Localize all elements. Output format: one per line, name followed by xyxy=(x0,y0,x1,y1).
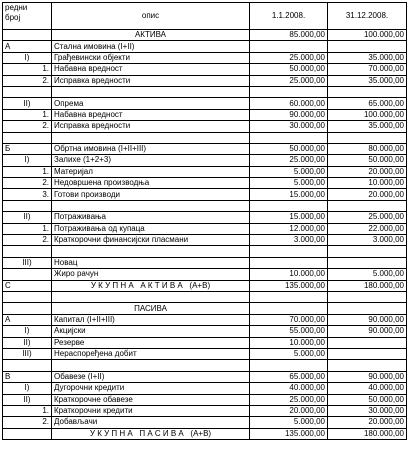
cell-opis: АКТИВА xyxy=(52,30,250,41)
cell-redni-broj: 1. xyxy=(3,405,52,416)
cell-opis: Краткорочне обавезе xyxy=(52,394,250,405)
cell-value-jan: 15.000,00 xyxy=(250,189,328,200)
table-row xyxy=(3,132,407,143)
cell-redni-broj: 1. xyxy=(3,223,52,234)
cell-redni-broj: 2. xyxy=(3,75,52,86)
cell-value-dec: 70.000,00 xyxy=(328,64,407,75)
cell-value-dec xyxy=(328,291,407,302)
cell-opis: Обртна имовина (I+II+III) xyxy=(52,143,250,154)
cell-redni-broj xyxy=(3,303,52,314)
cell-value-jan xyxy=(250,41,328,52)
table-row xyxy=(3,337,407,348)
cell-value-jan: 5.000,00 xyxy=(250,166,328,177)
cell-redni-broj: III) xyxy=(3,257,52,268)
cell-opis: Недовршена производња xyxy=(52,178,250,189)
cell-redni-broj xyxy=(3,428,52,439)
cell-value-dec xyxy=(328,132,407,143)
cell-value-jan xyxy=(250,86,328,97)
cell-value-dec: 100.000,00 xyxy=(328,30,407,41)
cell-redni-broj xyxy=(3,86,52,97)
table-row xyxy=(3,143,407,154)
cell-opis: Акцијски xyxy=(52,326,250,337)
table-row xyxy=(3,394,407,405)
cell-opis xyxy=(52,86,250,97)
cell-value-dec: 35.000,00 xyxy=(328,52,407,63)
cell-opis: У К У П Н А П А С И В А (А+В) xyxy=(52,428,250,439)
cell-value-jan xyxy=(250,132,328,143)
cell-opis: ПАСИВА xyxy=(52,303,250,314)
table-row xyxy=(3,417,407,428)
table-row xyxy=(3,189,407,200)
header-col-jan: 1.1.2008. xyxy=(250,3,328,30)
cell-value-dec: 5.000,00 xyxy=(328,269,407,280)
cell-value-jan xyxy=(250,257,328,268)
table-row xyxy=(3,360,407,371)
cell-value-jan: 55.000,00 xyxy=(250,326,328,337)
cell-value-dec: 100.000,00 xyxy=(328,109,407,120)
cell-value-dec: 180.000,00 xyxy=(328,280,407,291)
table-row xyxy=(3,314,407,325)
table-row xyxy=(3,371,407,382)
cell-opis: Набавна вредност xyxy=(52,109,250,120)
cell-value-dec: 180.000,00 xyxy=(328,428,407,439)
cell-value-jan: 50.000,00 xyxy=(250,143,328,154)
cell-redni-broj xyxy=(3,200,52,211)
table-row xyxy=(3,155,407,166)
cell-value-jan: 15.000,00 xyxy=(250,212,328,223)
cell-redni-broj: III) xyxy=(3,348,52,359)
cell-opis: Обавезе (I+II) xyxy=(52,371,250,382)
table-row xyxy=(3,212,407,223)
cell-value-dec: 35.000,00 xyxy=(328,75,407,86)
balance-sheet-table xyxy=(2,2,407,440)
cell-opis: Исправка вредности xyxy=(52,121,250,132)
cell-redni-broj: II) xyxy=(3,337,52,348)
table-row xyxy=(3,86,407,97)
table-row xyxy=(3,75,407,86)
cell-opis: Потраживања xyxy=(52,212,250,223)
table-row xyxy=(3,326,407,337)
cell-opis xyxy=(52,246,250,257)
cell-opis: Нераспоређена добит xyxy=(52,348,250,359)
cell-value-dec: 25.000,00 xyxy=(328,212,407,223)
cell-value-jan: 30.000,00 xyxy=(250,121,328,132)
cell-redni-broj xyxy=(3,269,52,280)
cell-redni-broj xyxy=(3,246,52,257)
table-row xyxy=(3,383,407,394)
table-row xyxy=(3,41,407,52)
table-row xyxy=(3,109,407,120)
header-rn-line2: број xyxy=(5,13,21,22)
cell-value-jan: 135.000,00 xyxy=(250,428,328,439)
cell-redni-broj: С xyxy=(3,280,52,291)
table-row xyxy=(3,166,407,177)
cell-opis: Залихе (1+2+3) xyxy=(52,155,250,166)
cell-redni-broj: II) xyxy=(3,394,52,405)
cell-opis: Жиро рачун xyxy=(52,269,250,280)
cell-redni-broj: Б xyxy=(3,143,52,154)
table-row xyxy=(3,235,407,246)
cell-opis xyxy=(52,291,250,302)
cell-value-dec xyxy=(328,86,407,97)
cell-opis: Капитал (I+II+III) xyxy=(52,314,250,325)
cell-value-jan: 20.000,00 xyxy=(250,405,328,416)
cell-value-dec xyxy=(328,348,407,359)
cell-redni-broj: I) xyxy=(3,155,52,166)
table-header-row xyxy=(3,3,407,30)
cell-value-jan: 40.000,00 xyxy=(250,383,328,394)
table-row xyxy=(3,52,407,63)
table-row xyxy=(3,280,407,291)
cell-opis: Резерве xyxy=(52,337,250,348)
balance-sheet xyxy=(2,2,406,462)
cell-opis: У К У П Н А А К Т И В А (А+В) xyxy=(52,280,250,291)
table-row xyxy=(3,223,407,234)
cell-opis xyxy=(52,200,250,211)
table-row xyxy=(3,257,407,268)
cell-redni-broj xyxy=(3,132,52,143)
table-row xyxy=(3,348,407,359)
cell-opis: Опрема xyxy=(52,98,250,109)
table-row xyxy=(3,64,407,75)
table-row xyxy=(3,121,407,132)
cell-value-jan: 10.000,00 xyxy=(250,269,328,280)
cell-value-jan: 5.000,00 xyxy=(250,417,328,428)
cell-opis: Дугорочни кредити xyxy=(52,383,250,394)
cell-value-jan: 90.000,00 xyxy=(250,109,328,120)
table-row xyxy=(3,246,407,257)
cell-value-dec: 90.000,00 xyxy=(328,326,407,337)
cell-opis: Материјал xyxy=(52,166,250,177)
cell-value-dec: 50.000,00 xyxy=(328,394,407,405)
cell-value-jan: 60.000,00 xyxy=(250,98,328,109)
cell-opis: Краткорочни кредити xyxy=(52,405,250,416)
cell-redni-broj: А xyxy=(3,41,52,52)
cell-redni-broj: В xyxy=(3,371,52,382)
cell-value-jan: 10.000,00 xyxy=(250,337,328,348)
cell-value-jan: 12.000,00 xyxy=(250,223,328,234)
table-row xyxy=(3,178,407,189)
cell-opis: Стална имовина (I+II) xyxy=(52,41,250,52)
cell-redni-broj xyxy=(3,360,52,371)
cell-value-dec: 20.000,00 xyxy=(328,166,407,177)
cell-redni-broj: 3. xyxy=(3,189,52,200)
cell-value-dec: 65.000,00 xyxy=(328,98,407,109)
cell-opis: Новац xyxy=(52,257,250,268)
cell-value-jan: 65.000,00 xyxy=(250,371,328,382)
cell-redni-broj: II) xyxy=(3,212,52,223)
table-row xyxy=(3,30,407,41)
cell-value-dec xyxy=(328,303,407,314)
cell-redni-broj: 1. xyxy=(3,166,52,177)
header-col-dec: 31.12.2008. xyxy=(328,3,407,30)
cell-opis xyxy=(52,360,250,371)
cell-value-dec: 20.000,00 xyxy=(328,417,407,428)
cell-opis: Исправка вредности xyxy=(52,75,250,86)
table-row xyxy=(3,200,407,211)
cell-value-dec: 80.000,00 xyxy=(328,143,407,154)
cell-value-dec xyxy=(328,360,407,371)
table-row xyxy=(3,291,407,302)
header-opis: опис xyxy=(52,3,250,30)
cell-opis: Грађевински објекти xyxy=(52,52,250,63)
cell-opis: Набавна вредност xyxy=(52,64,250,75)
table-row xyxy=(3,303,407,314)
cell-value-jan: 25.000,00 xyxy=(250,52,328,63)
cell-value-dec xyxy=(328,41,407,52)
cell-redni-broj: 2. xyxy=(3,235,52,246)
cell-value-dec: 50.000,00 xyxy=(328,155,407,166)
cell-value-jan: 85.000,00 xyxy=(250,30,328,41)
cell-value-jan xyxy=(250,303,328,314)
cell-value-jan: 3.000,00 xyxy=(250,235,328,246)
cell-opis: Добављачи xyxy=(52,417,250,428)
cell-value-jan xyxy=(250,200,328,211)
cell-value-dec: 10.000,00 xyxy=(328,178,407,189)
cell-value-dec xyxy=(328,257,407,268)
cell-value-dec: 20.000,00 xyxy=(328,189,407,200)
cell-value-jan: 5.000,00 xyxy=(250,178,328,189)
cell-value-dec: 40.000,00 xyxy=(328,383,407,394)
table-row xyxy=(3,269,407,280)
cell-value-dec xyxy=(328,246,407,257)
cell-value-dec xyxy=(328,200,407,211)
cell-value-jan: 25.000,00 xyxy=(250,394,328,405)
cell-opis xyxy=(52,132,250,143)
cell-redni-broj: А xyxy=(3,314,52,325)
header-rn-line1: редни xyxy=(5,3,28,12)
cell-value-dec: 90.000,00 xyxy=(328,314,407,325)
cell-value-jan xyxy=(250,360,328,371)
cell-value-jan: 70.000,00 xyxy=(250,314,328,325)
cell-value-dec: 3.000,00 xyxy=(328,235,407,246)
cell-value-jan: 25.000,00 xyxy=(250,155,328,166)
cell-value-dec: 30.000,00 xyxy=(328,405,407,416)
cell-value-jan: 25.000,00 xyxy=(250,75,328,86)
cell-value-dec: 35.000,00 xyxy=(328,121,407,132)
cell-opis: Краткорочни финансијски пласмани xyxy=(52,235,250,246)
cell-value-jan: 5.000,00 xyxy=(250,348,328,359)
table-row xyxy=(3,428,407,439)
cell-redni-broj: 2. xyxy=(3,121,52,132)
cell-redni-broj: II) xyxy=(3,98,52,109)
cell-value-dec xyxy=(328,337,407,348)
cell-redni-broj: 1. xyxy=(3,109,52,120)
table-row xyxy=(3,405,407,416)
cell-redni-broj: 1. xyxy=(3,64,52,75)
cell-value-jan xyxy=(250,246,328,257)
cell-value-dec: 90.000,00 xyxy=(328,371,407,382)
cell-redni-broj: 2. xyxy=(3,417,52,428)
cell-redni-broj xyxy=(3,291,52,302)
cell-redni-broj: I) xyxy=(3,383,52,394)
cell-redni-broj: I) xyxy=(3,52,52,63)
table-row xyxy=(3,98,407,109)
header-redni-broj xyxy=(3,3,52,30)
cell-redni-broj xyxy=(3,30,52,41)
cell-value-dec: 22.000,00 xyxy=(328,223,407,234)
cell-value-jan xyxy=(250,291,328,302)
cell-redni-broj: 2. xyxy=(3,178,52,189)
cell-value-jan: 50.000,00 xyxy=(250,64,328,75)
cell-value-jan: 135.000,00 xyxy=(250,280,328,291)
cell-redni-broj: I) xyxy=(3,326,52,337)
cell-opis: Готови производи xyxy=(52,189,250,200)
cell-opis: Потраживања од купаца xyxy=(52,223,250,234)
